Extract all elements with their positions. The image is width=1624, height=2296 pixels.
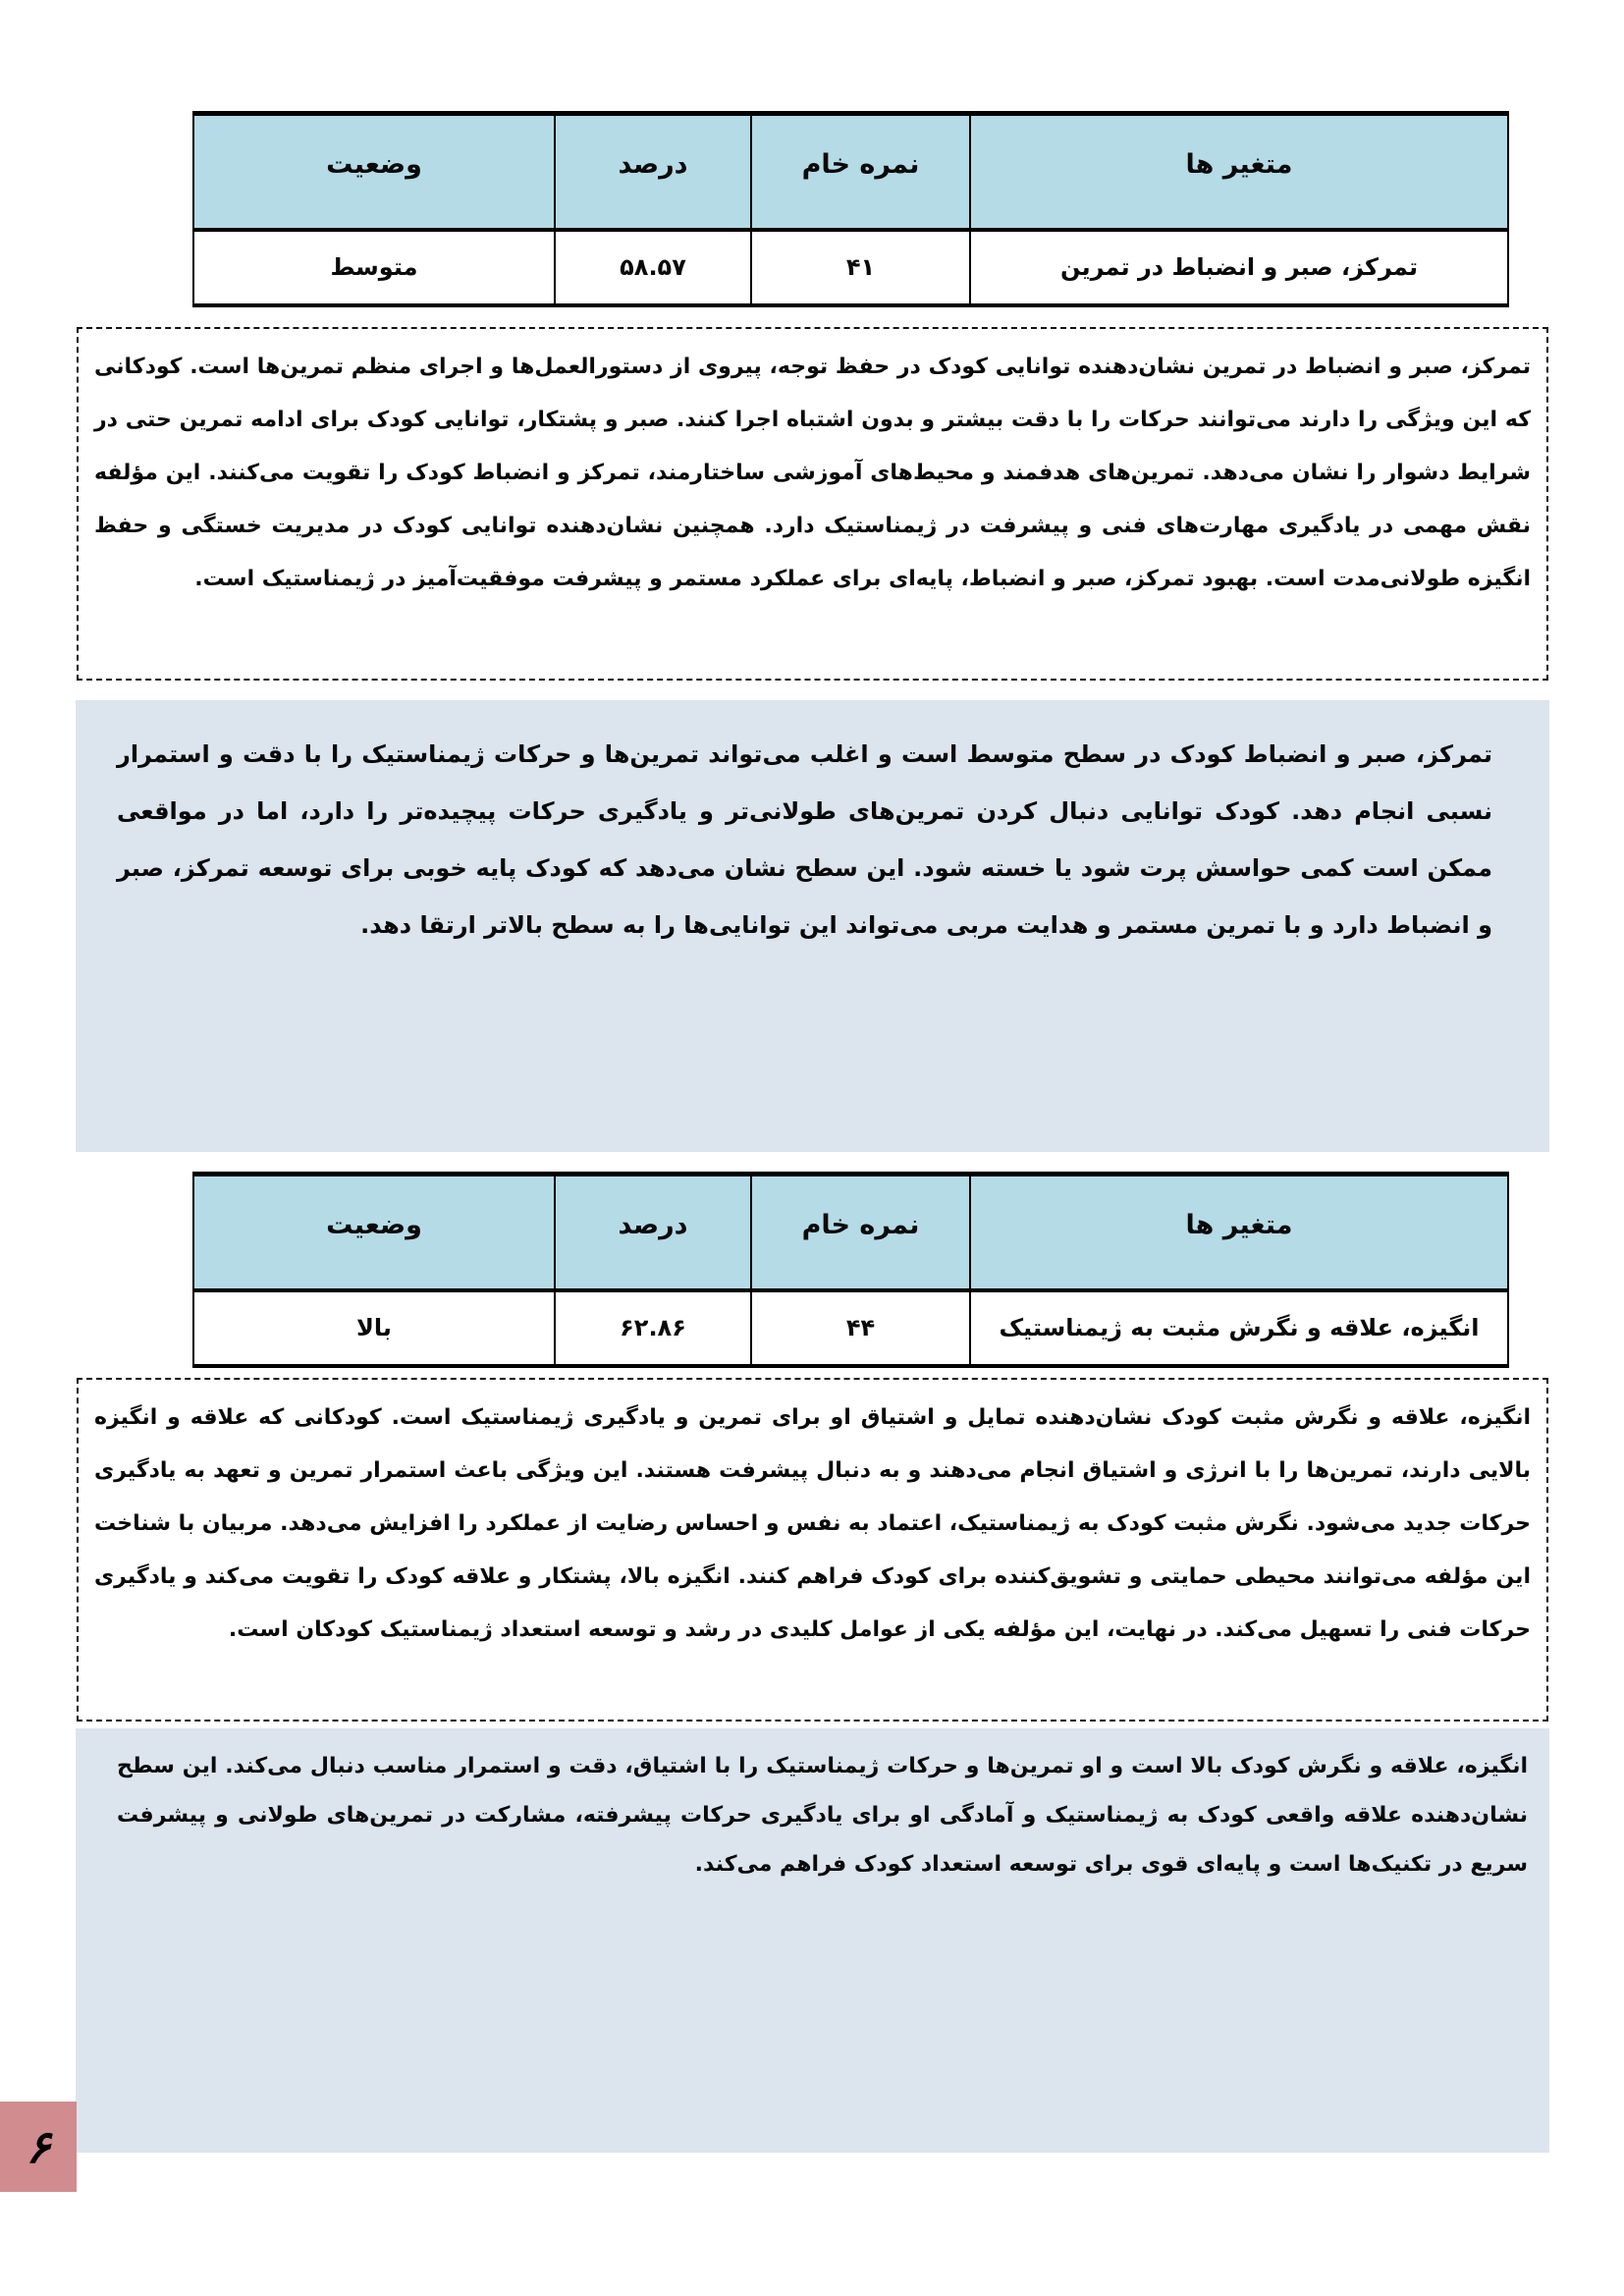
- assessment-box-motivation: [76, 1728, 1549, 2153]
- page-number: ۶: [26, 2120, 51, 2173]
- col-header-variables: متغیر ها: [970, 1175, 1508, 1290]
- assessment-text-focus: تمرکز، صبر و انضباط کودک در سطح متوسط است و اغلب می‌تواند تمرین‌ها و حرکات ژیمناستیک را با دقت و استمرار نسبی انجام دهد. کودک توانایی دنبال کردن تمرین‌های طولانی‌تر و یادگیری حرکات پیچیده‌تر را دارد، اما در مواقعی ممکن است کمی حواسش پرت شود یا خسته شود. این سطح نشان می‌دهد که کودک پایه خوبی برای توسعه تمرکز، صبر و انضباط دارد و با تمرین مستمر و هدایت مربی می‌تواند این توانایی‌ها را به سطح بالاتر ارتقا دهد.: [117, 740, 1492, 939]
- score-table-section-focus: [192, 111, 1509, 307]
- percent-cell: ۶۲.۸۶: [555, 1290, 751, 1366]
- raw-score-cell: ۴۴: [751, 1290, 970, 1366]
- col-header-percent: درصد: [555, 1175, 751, 1290]
- definition-text-motivation: انگیزه، علاقه و نگرش مثبت کودک نشان‌دهنده تمایل و اشتیاق او برای تمرین و یادگیری ژیمناستیک است. کودکانی که علاقه و انگیزه بالایی دارند، تمرین‌ها را با انرژی و اشتیاق انجام می‌دهند و به دنبال پیشرفت هستند. این ویژگی باعث استمرار تمرین و تعهد به یادگیری حرکات جدید می‌شود. نگرش مثبت کودک به ژیمناستیک، اعتماد به نفس و احساس رضایت از عملکرد را افزایش می‌دهد. مربیان با شناخت این مؤلفه می‌توانند محیطی حمایتی و تشویق‌کننده برای کودک فراهم کنند. انگیزه بالا، پشتکار و علاقه کودک را تقویت می‌کند و یادگیری حرکات فنی را تسهیل می‌کند. در نهایت، این مؤلفه یکی از عوامل کلیدی در رشد و توسعه استعداد ژیمناستیک کودکان است.: [94, 1405, 1531, 1642]
- table-header-row: [193, 1175, 1508, 1290]
- definition-text-focus: تمرکز، صبر و انضباط در تمرین نشان‌دهنده توانایی کودک در حفظ توجه، پیروی از دستورالعمل‌ها و اجرای منظم تمرین‌ها است. کودکانی که این ویژگی را دارند می‌توانند حرکات را با دقت بیشتر و بدون اشتباه اجرا کنند. صبر و پشتکار، توانایی کودک برای ادامه تمرین حتی در شرایط دشوار را نشان می‌دهد. تمرین‌های هدفمند و محیط‌های آموزشی ساختارمند، تمرکز و انضباط کودک را تقویت می‌کنند. این مؤلفه نقش مهمی در یادگیری مهارت‌های فنی و پیشرفت در ژیمناستیک دارد. همچنین نشان‌دهنده توانایی کودک در مدیریت خستگی و حفظ انگیزه طولانی‌مدت است. بهبود تمرکز، صبر و انضباط، پایه‌ای برای عملکرد مستمر و پیشرفت موفقیت‌آمیز در ژیمناستیک است.: [94, 355, 1531, 591]
- col-header-percent: درصد: [555, 114, 751, 230]
- variable-cell: تمرکز، صبر و انضباط در تمرین: [970, 230, 1508, 305]
- definition-box-focus: [77, 327, 1548, 681]
- score-table: [192, 111, 1509, 307]
- raw-score-cell: ۴۱: [751, 230, 970, 305]
- definition-box-motivation: [77, 1378, 1548, 1722]
- page-number-box: [0, 2102, 77, 2192]
- table-row: [193, 1290, 1508, 1366]
- table-row: [193, 230, 1508, 305]
- col-header-raw-score: نمره خام: [751, 1175, 970, 1290]
- status-cell: متوسط: [193, 230, 555, 305]
- assessment-text-motivation: انگیزه، علاقه و نگرش کودک بالا است و او تمرین‌ها و حرکات ژیمناستیک را با اشتیاق، دقت و استمرار مناسب دنبال می‌کند. این سطح نشان‌دهنده علاقه واقعی کودک به ژیمناستیک و آمادگی او برای یادگیری حرکات پیشرفته، مشارکت در تمرین‌های طولانی و پیشرفت سریع در تکنیک‌ها است و پایه‌ای قوی برای توسعه استعداد کودک فراهم می‌کند.: [117, 1754, 1528, 1877]
- variable-cell: انگیزه، علاقه و نگرش مثبت به ژیمناستیک: [970, 1290, 1508, 1366]
- status-cell: بالا: [193, 1290, 555, 1366]
- col-header-variables: متغیر ها: [970, 114, 1508, 230]
- assessment-box-focus: [76, 700, 1549, 1152]
- score-table: [192, 1172, 1509, 1368]
- col-header-raw-score: نمره خام: [751, 114, 970, 230]
- table-header-row: [193, 114, 1508, 230]
- score-table-section-motivation: [192, 1172, 1509, 1368]
- col-header-status: وضعیت: [193, 114, 555, 230]
- percent-cell: ۵۸.۵۷: [555, 230, 751, 305]
- col-header-status: وضعیت: [193, 1175, 555, 1290]
